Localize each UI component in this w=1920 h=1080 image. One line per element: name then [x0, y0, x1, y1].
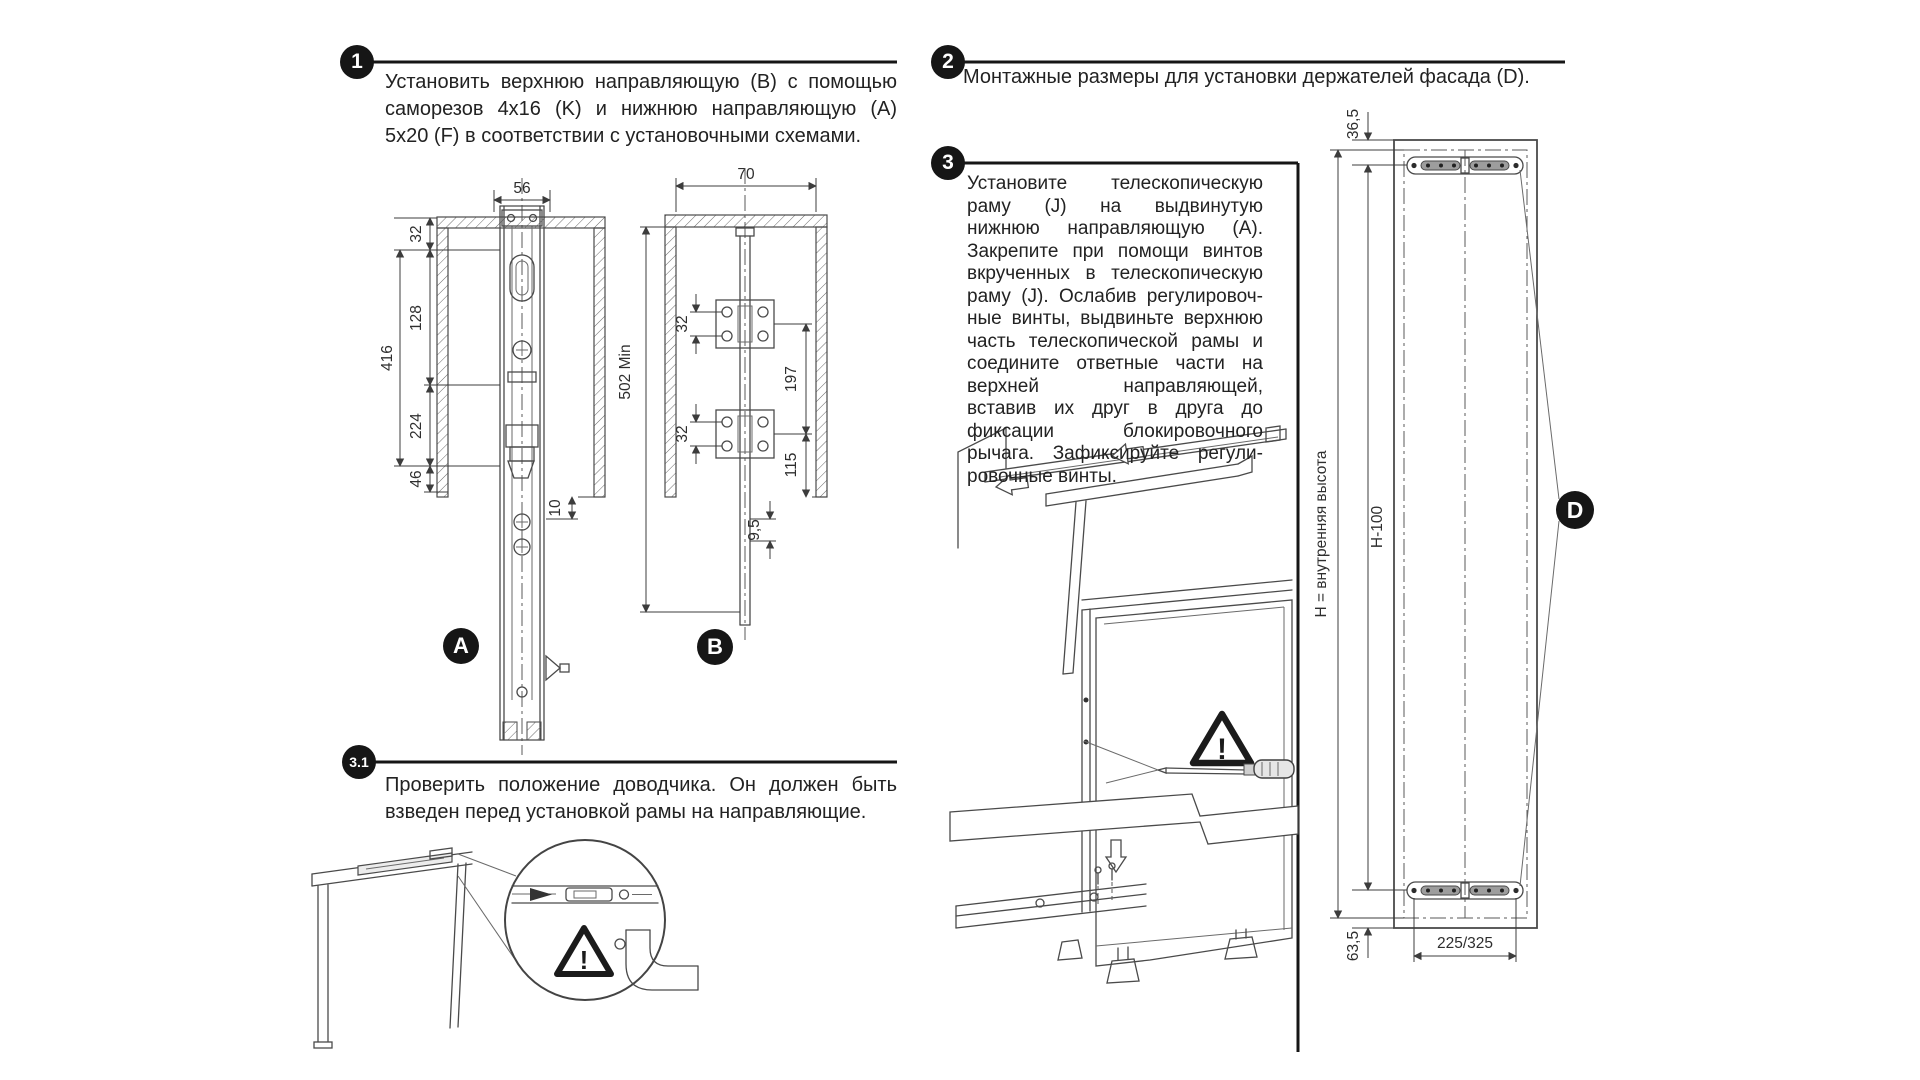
svg-text:46: 46 [408, 470, 425, 488]
latch-pointer [546, 656, 560, 680]
step-3-badge: 3 [931, 146, 965, 180]
cabinet-feet [1058, 929, 1257, 983]
part-label-d: D [1556, 491, 1594, 529]
svg-text:32: 32 [408, 225, 425, 243]
diagram-b-side-section [617, 166, 827, 640]
svg-text:70: 70 [737, 166, 755, 183]
svg-text:9,5: 9,5 [746, 519, 763, 541]
svg-text:H-100: H-100 [1369, 505, 1386, 549]
svg-text:56: 56 [513, 180, 531, 197]
svg-text:H = внутренняя высота: H = внутренняя высота [1313, 450, 1330, 618]
broken-shelf-band [950, 794, 1298, 844]
svg-text:225/325: 225/325 [1436, 935, 1494, 952]
svg-text:502 Min: 502 Min [617, 344, 634, 400]
svg-text:115: 115 [783, 452, 800, 478]
part-label-b: B [697, 629, 733, 665]
diagram-d-facade [1313, 109, 1559, 962]
illustration-step31 [312, 840, 698, 1048]
step-2-text: Монтажные размеры для установки держателей фасада (D). [963, 66, 1530, 88]
step-1-text: Установить верхнюю направляющую (B) с помощью саморезов 4x16 (K) и нижнюю направляющую (A) 5x20 (F) в соответствии с установочными схемами. [385, 71, 897, 147]
svg-text:36,5: 36,5 [1345, 108, 1362, 140]
step-3-text: Установите телескопическую раму (J) на выдвинутую нижнюю направляющую (A). Закрепите при помощи винтов вкрученных в телескопическую раму (J). Ослабив регулировоч- ные винты, выдвиньте верхнюю часть телескопической рамы и соедините ответные части на верхней направляющей, вставив их друг в друга до фиксации блокировочного рычага. Зафиксируйте регули- ровочные винты. [967, 173, 1263, 487]
svg-text:10: 10 [547, 499, 564, 517]
part-label-a: A [443, 628, 479, 664]
warning-triangle-icon [1193, 714, 1251, 766]
svg-text:128: 128 [408, 305, 425, 331]
step-1-badge: 1 [340, 45, 374, 79]
svg-text:63,5: 63,5 [1345, 930, 1362, 962]
step-2-badge: 2 [931, 45, 965, 79]
svg-text:32: 32 [674, 425, 691, 443]
diagram-a-front-section [379, 178, 605, 755]
illustration-step3-lower [950, 580, 1298, 983]
svg-text:224: 224 [408, 413, 425, 439]
svg-text:197: 197 [783, 366, 800, 392]
step-3-1-badge: 3.1 [342, 745, 376, 779]
svg-text:32: 32 [674, 315, 691, 333]
svg-text:416: 416 [379, 345, 396, 371]
svg-text:!: ! [579, 945, 589, 975]
svg-text:!: ! [1217, 733, 1227, 766]
step-3-1-text: Проверить положение доводчика. Он должен быть взведен перед установкой рамы на направляющие. [385, 774, 897, 823]
